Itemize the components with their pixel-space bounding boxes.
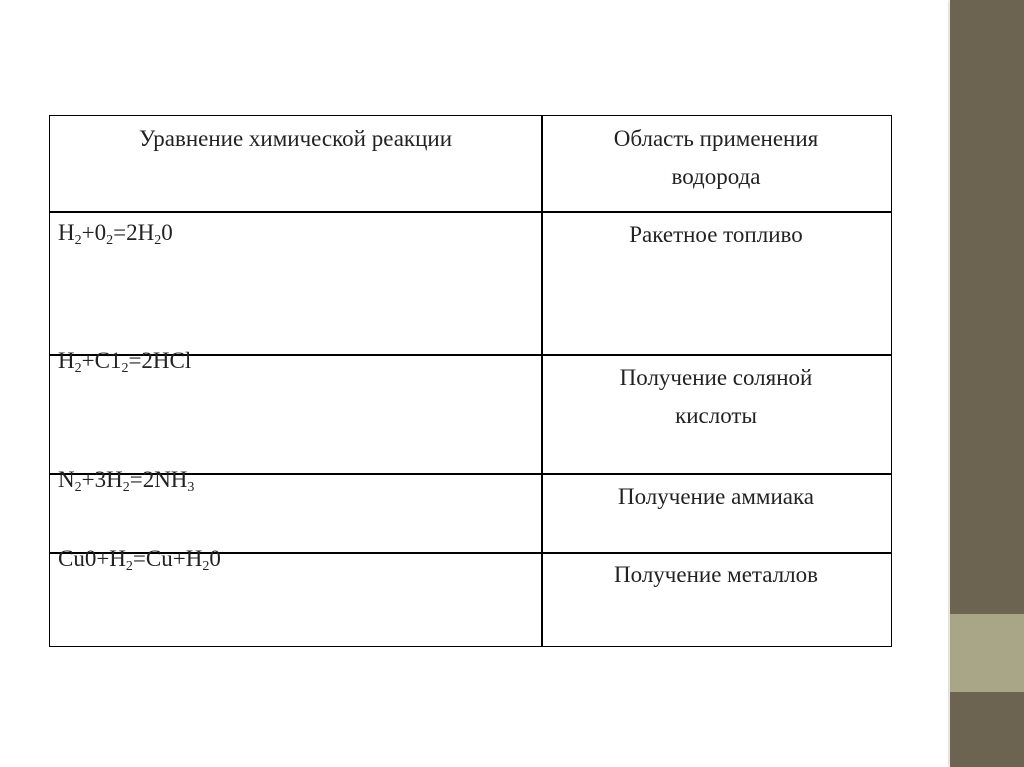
application-line: Получение соляной: [619, 365, 813, 390]
application-ammonia: Получение аммиака: [617, 484, 814, 509]
application-metals: Получение металлов: [614, 562, 818, 587]
header-equation: Уравнение химической реакции: [138, 126, 452, 151]
application-rocket-fuel: Ракетное топливо: [629, 222, 803, 247]
equation-cuo-h2: $Cu0+H_2=Cu+H_20$: [58, 546, 221, 574]
row-divider: [50, 211, 541, 213]
row-divider: [541, 473, 891, 475]
row-divider: [541, 354, 891, 356]
header-application: [541, 120, 891, 196]
decorative-side-accent: [950, 614, 1024, 692]
equation-n2-h2: $N_2+3H_2=2NH_3$: [58, 467, 195, 495]
row-divider: [541, 552, 891, 554]
header-application-line: Область применения: [613, 126, 819, 151]
application-hydrochloric-acid: [541, 359, 891, 435]
row-divider: [541, 211, 891, 213]
application-line: кислоты: [675, 403, 757, 428]
reaction-table: [49, 115, 892, 647]
header-application-line: водорода: [671, 164, 761, 189]
equation-h2-o2: $H_2+0_2=2H_20$: [58, 220, 173, 248]
equation-h2-cl2: $H_2+C1_2=2HCl$: [58, 348, 192, 376]
